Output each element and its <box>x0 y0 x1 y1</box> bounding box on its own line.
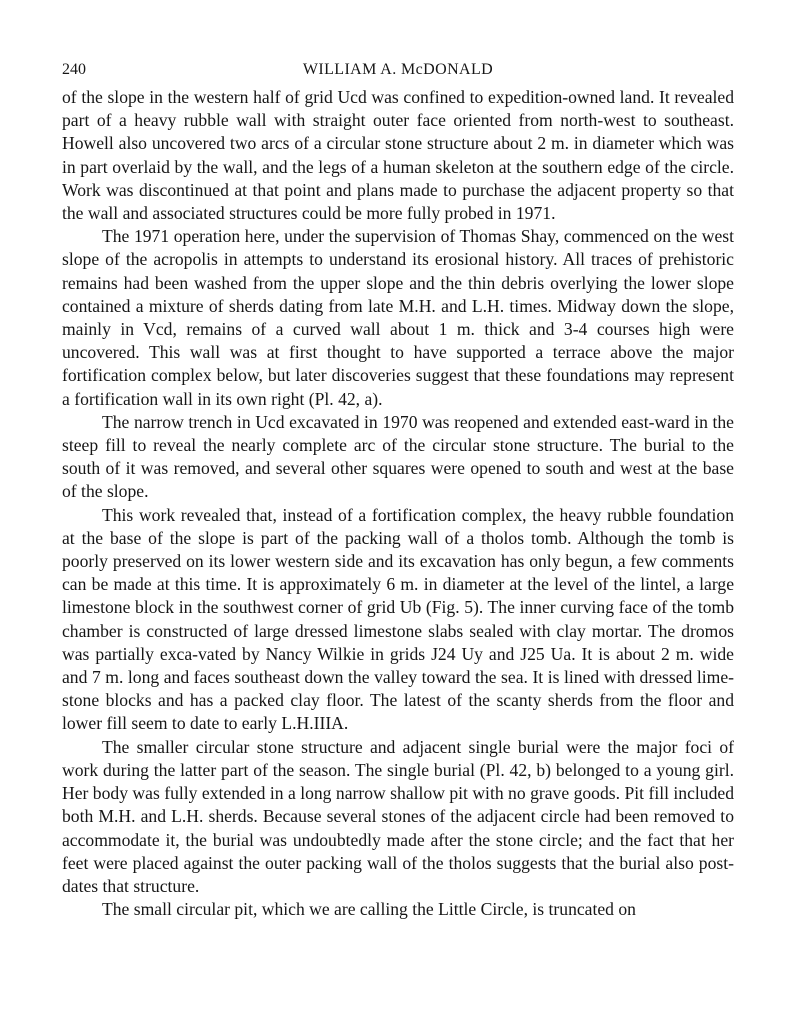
page-number: 240 <box>62 61 86 78</box>
paragraph: This work revealed that, instead of a fortification complex, the heavy rubble foundation at the base of the slope is part of the packing wall of a tholos tomb. Although the tomb is poorly preserved on its lower western side and its excavation has only begun, a few comments can be made at this time. It is approximately 6 m. in diameter at the level of the lintel, a large limestone block in the southwest corner of grid Ub (Fig. 5). The inner curving face of the tomb chamber is constructed of large dressed limestone slabs sealed with clay mortar. The dromos was partially exca-vated by Nancy Wilkie in grids J24 Uy and J25 Ua. It is about 2 m. wide and 7 m. long and faces southeast down the valley toward the sea. It is lined with dressed lime-stone blocks and has a packed clay floor. The latest of the scanty sherds from the floor and lower fill seem to date to early L.H.IIIA. <box>62 504 734 734</box>
running-title: WILLIAM A. McDONALD <box>302 61 494 78</box>
paragraph: The narrow trench in Ucd excavated in 1970 was reopened and extended east-ward in the steep fill to reveal the nearly complete arc of the circular stone structure. The burial to the south of it was removed, and several other squares were opened to south and west at the base of the slope. <box>62 411 734 502</box>
running-head <box>62 58 734 86</box>
paragraph: The small circular pit, which we are calling the Little Circle, is truncated on <box>102 899 636 920</box>
paragraph: The 1971 operation here, under the supervision of Thomas Shay, commenced on the west slope of the acropolis in attempts to understand its erosional history. All traces of prehistoric remains had been washed from the upper slope and the thin debris overlying the lower slope contained a mixture of sherds dating from late M.H. and L.H. times. Midway down the slope, mainly in Vcd, remains of a curved wall about 1 m. thick and 3-4 courses high were uncovered. This wall was at first thought to have supported a terrace above the major fortification complex below, but later discoveries suggest that these foundations may represent a fortification wall in its own right (Pl. 42, a). <box>62 226 734 409</box>
paragraph-continued: of the slope in the western half of grid Ucd was confined to expedition-owned land. It revealed part of a heavy rubble wall with straight outer face oriented from north-west to southeast. Howell also uncovered two arcs of a circular stone structure about 2 m. in diameter which was in part overlaid by the wall, and the legs of a human skeleton at the southern edge of the circle. Work was discontinued at that point and plans made to purchase the adjacent property so that the wall and associated structures could be more fully probed in 1971. <box>62 87 734 224</box>
paragraph: The smaller circular stone structure and adjacent single burial were the major foci of work during the latter part of the season. The single burial (Pl. 42, b) belonged to a young girl. Her body was fully extended in a long narrow shallow pit with no grave goods. Pit fill included both M.H. and L.H. sherds. Because several stones of the adjacent circle had been removed to accommodate it, the burial was undoubtedly made after the stone circle; and the fact that her feet were placed against the outer packing wall of the tholos suggests that the burial also post-dates that structure. <box>62 736 734 896</box>
page <box>62 58 734 921</box>
